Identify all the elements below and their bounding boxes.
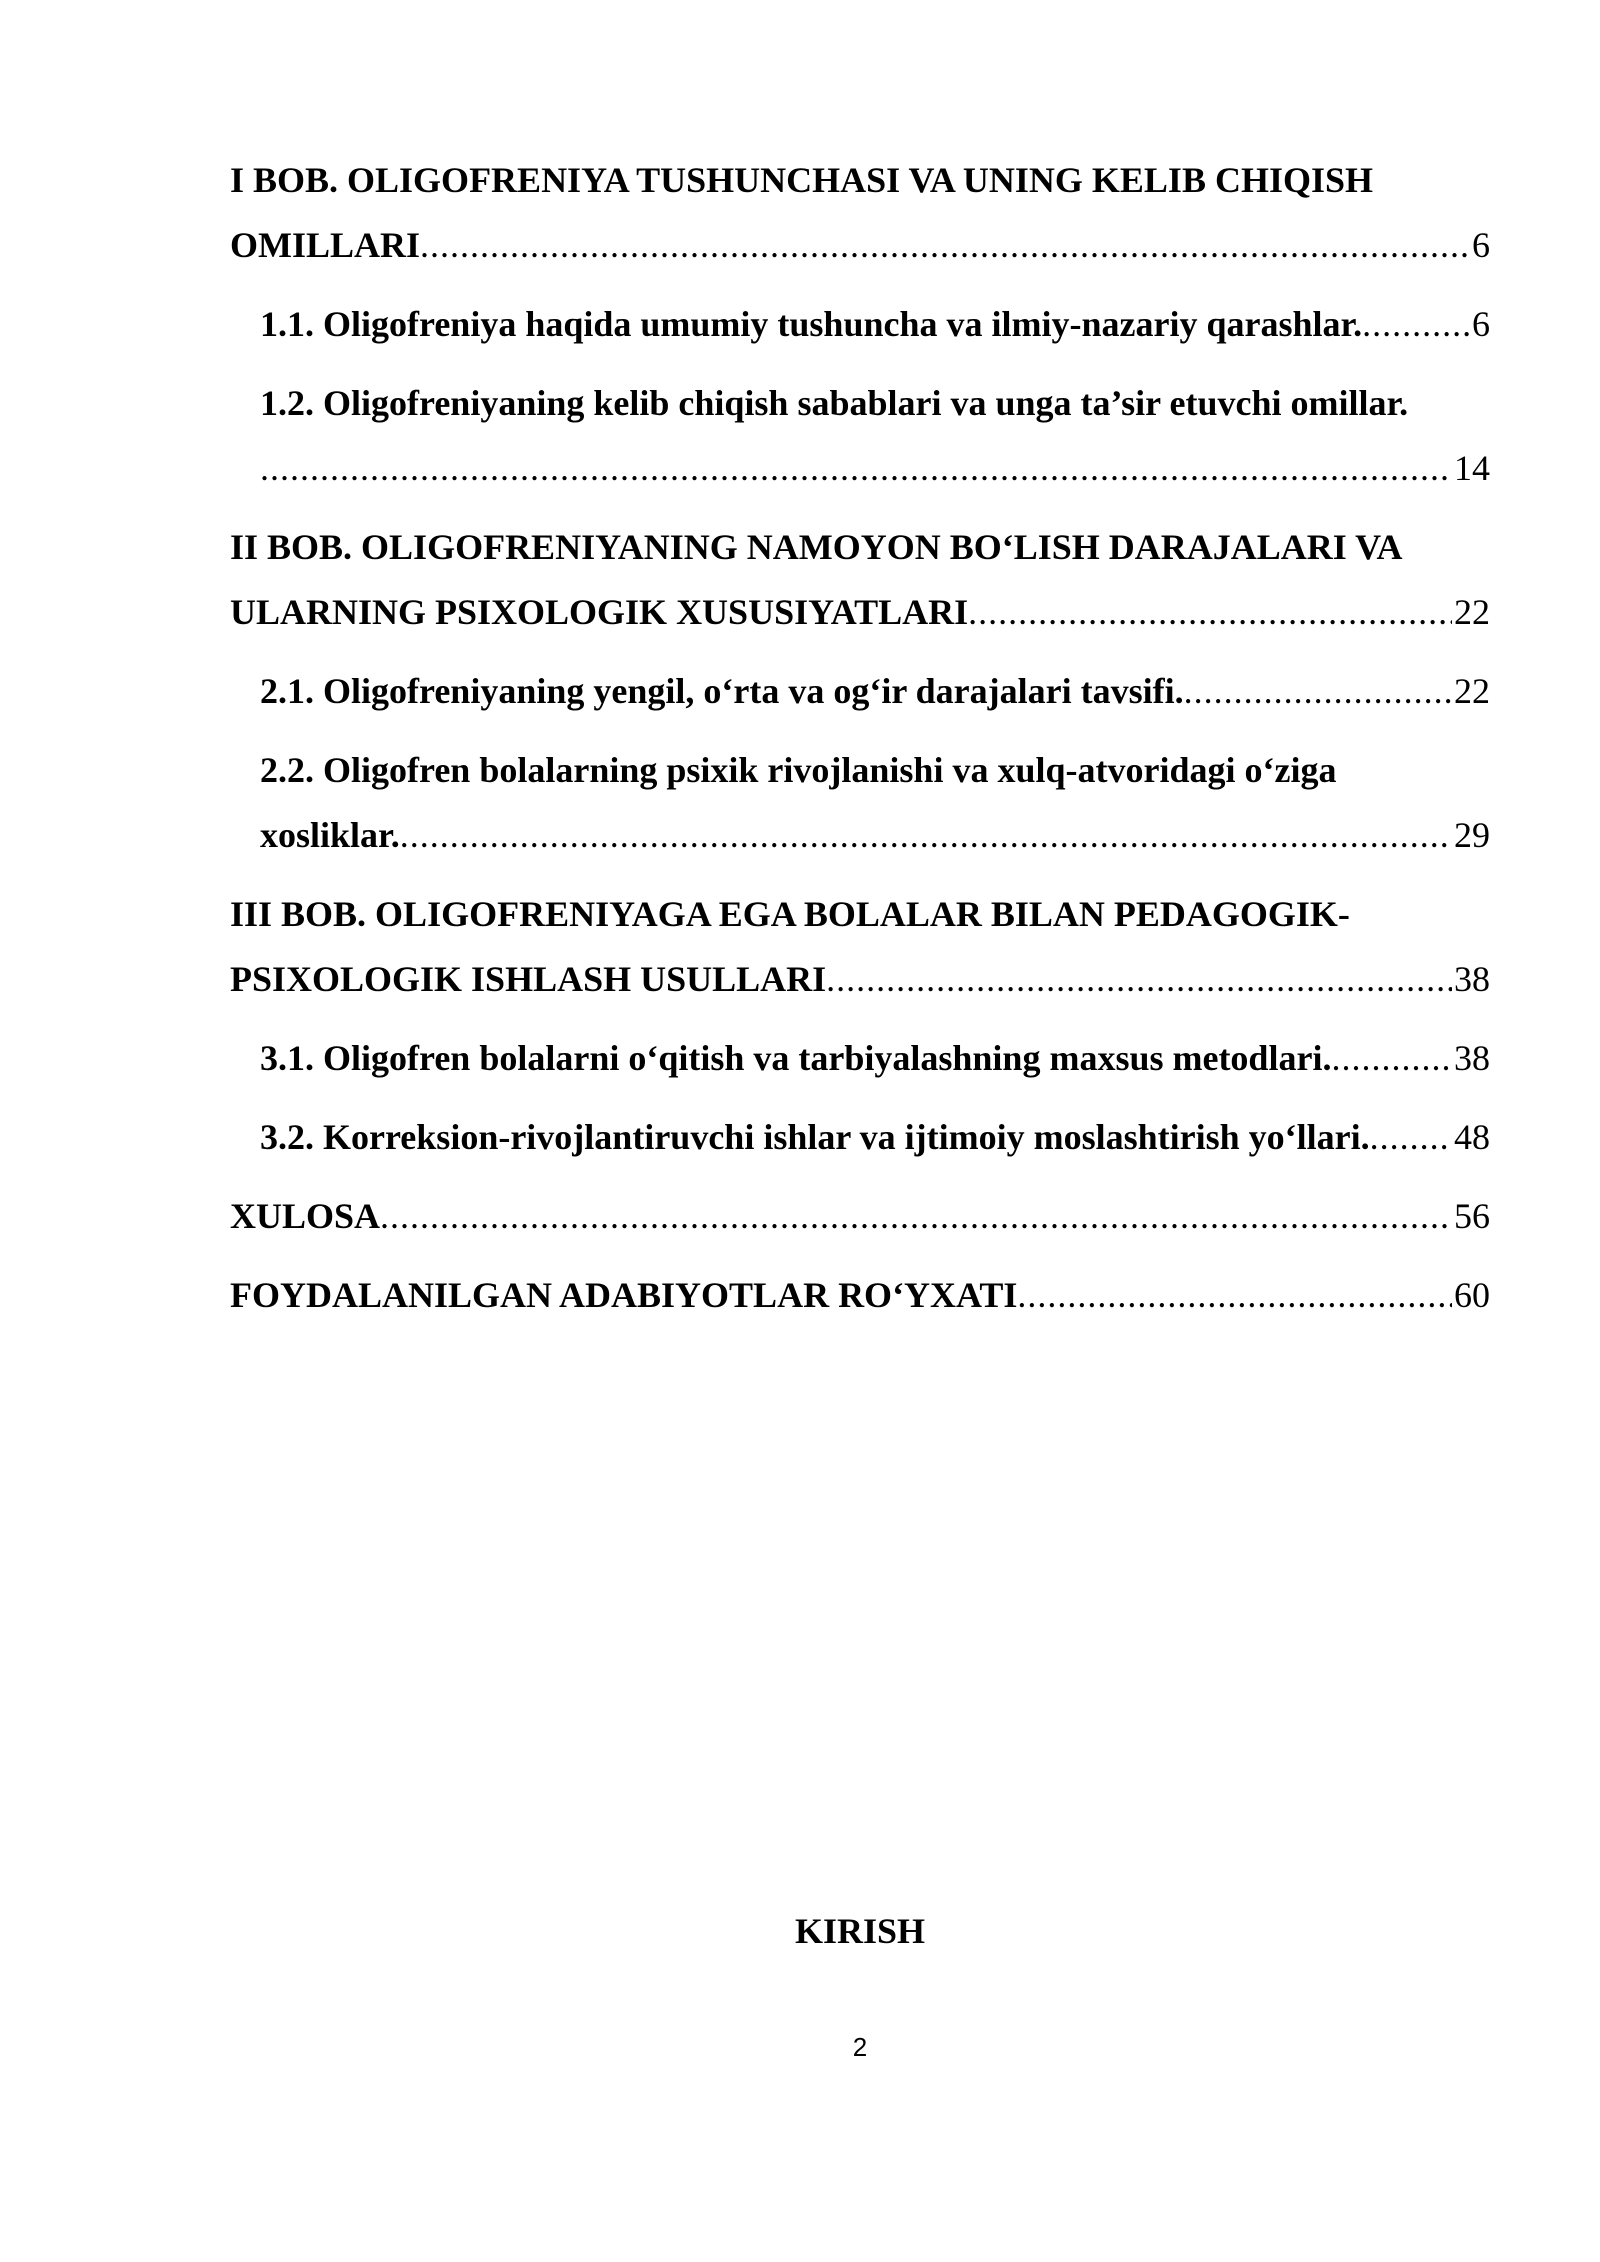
dot-leader <box>1362 292 1470 357</box>
dot-leader <box>380 1184 1452 1249</box>
dot-leader <box>400 803 1452 868</box>
toc-page-number: 6 <box>1472 225 1490 265</box>
toc-entry-title-continued: PSIXOLOGIK ISHLASH USULLARI <box>230 959 827 999</box>
table-of-contents <box>230 148 1490 1328</box>
toc-entry-title-line: I BOB. OLIGOFRENIYA TUSHUNCHASI VA UNING KELIB CHIQISH <box>230 160 1373 200</box>
toc-page-number: 60 <box>1454 1275 1490 1315</box>
toc-entry-title: 1.1. Oligofreniya haqida umumiy tushuncha va ilmiy-nazariy qarashlar. <box>260 304 1363 344</box>
toc-entry-chapter-1[interactable] <box>230 148 1490 278</box>
toc-page-number: 48 <box>1454 1117 1490 1157</box>
toc-entry-section-1-1[interactable] <box>230 292 1490 357</box>
toc-page-number: 29 <box>1454 815 1490 855</box>
toc-entry-title: 3.1. Oligofren bolalarni o‘qitish va tarbiyalashning maxsus metodlari. <box>260 1038 1332 1078</box>
dot-leader <box>826 947 1452 1012</box>
toc-entry-title-line: 1.2. Oligofreniyaning kelib chiqish sabablari va unga ta’sir etuvchi omillar. <box>260 383 1409 423</box>
toc-entry-title: 2.1. Oligofreniyaning yengil, o‘rta va og‘ir darajalari tavsifi. <box>260 671 1184 711</box>
toc-entry-title-continued: OMILLARI <box>230 225 421 265</box>
toc-entry-section-3-2[interactable] <box>230 1105 1490 1170</box>
toc-entry-title-continued: ULARNING PSIXOLOGIK XUSUSIYATLARI <box>230 592 969 632</box>
dot-leader <box>1017 1263 1452 1328</box>
toc-entry-title-line: III BOB. OLIGOFRENIYAGA EGA BOLALAR BILAN PEDAGOGIK- <box>230 894 1350 934</box>
dot-leader <box>1331 1026 1452 1091</box>
dot-leader <box>260 436 1452 501</box>
toc-page-number: 38 <box>1454 959 1490 999</box>
toc-page-number: 22 <box>1454 592 1490 632</box>
toc-page-number: 56 <box>1454 1196 1490 1236</box>
toc-entry-title-continued: xosliklar. <box>260 815 400 855</box>
toc-page-number: 6 <box>1472 304 1490 344</box>
toc-page-number: 22 <box>1454 671 1490 711</box>
toc-entry-chapter-2[interactable] <box>230 515 1490 645</box>
toc-entry-section-2-1[interactable] <box>230 659 1490 724</box>
toc-entry-title: 3.2. Korreksion-rivojlantiruvchi ishlar va ijtimoiy moslashtirish yo‘llari. <box>260 1117 1370 1157</box>
toc-page-number: 38 <box>1454 1038 1490 1078</box>
toc-entry-section-3-1[interactable] <box>230 1026 1490 1091</box>
toc-entry-chapter-3[interactable] <box>230 882 1490 1012</box>
toc-page-number: 14 <box>1454 448 1490 488</box>
toc-entry-title-line: II BOB. OLIGOFRENIYANING NAMOYON BO‘LISH DARAJALARI VA <box>230 527 1403 567</box>
section-heading-introduction: KIRISH <box>794 1911 926 1951</box>
dot-leader <box>420 213 1470 278</box>
toc-entry-title-line: 2.2. Oligofren bolalarning psixik rivojlanishi va xulq-atvoridagi o‘ziga <box>260 750 1337 790</box>
dot-leader <box>968 580 1452 645</box>
page-number: 2 <box>852 2032 868 2062</box>
dot-leader <box>1370 1105 1452 1170</box>
toc-entry-section-2-2[interactable] <box>230 738 1490 868</box>
toc-entry-conclusion[interactable] <box>230 1184 1490 1249</box>
toc-entry-references[interactable] <box>230 1263 1490 1328</box>
toc-entry-title: FOYDALANILGAN ADABIYOTLAR RO‘YXATI <box>230 1275 1018 1315</box>
dot-leader <box>1184 659 1452 724</box>
toc-entry-section-1-2[interactable] <box>230 371 1490 501</box>
toc-entry-title: XULOSA <box>230 1196 381 1236</box>
